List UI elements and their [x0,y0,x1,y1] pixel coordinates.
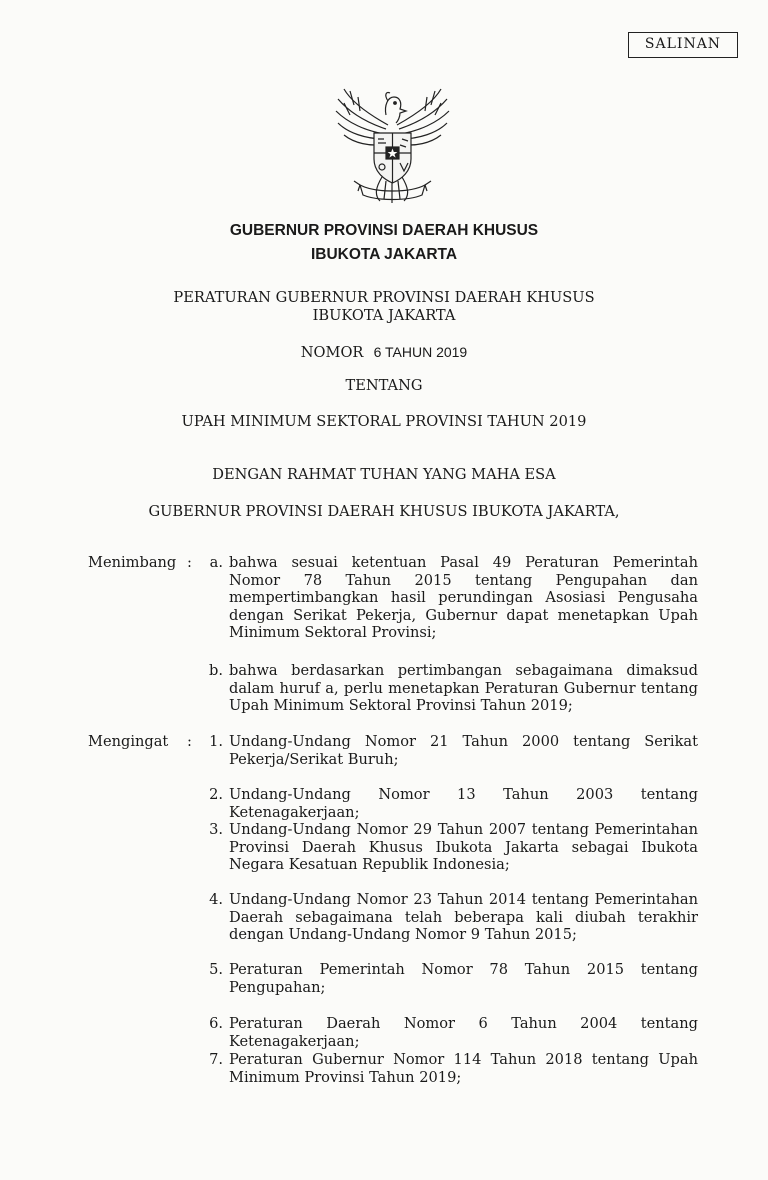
number-prefix: NOMOR [300,344,364,361]
item-key: b. [209,662,223,679]
item-text: Undang-Undang Nomor 13 Tahun 2003 tentang Ketenagakerjaan; [229,786,698,821]
item-text: Peraturan Gubernur Nomor 114 Tahun 2018 tentang Upah Minimum Provinsi Tahun 2019; [229,1051,698,1086]
item-text: bahwa sesuai ketentuan Pasal 49 Peraturan Pemerintah Nomor 78 Tahun 2015 tentang Pengupahan dan mempertimbangkan hasil perundingan Asosiasi Pengusaha dengan Serikat Pekerja, Gubernur dapat menetapkan Upah Minimum Sektoral Provinsi; [229,554,698,641]
item-key: 6. [209,1015,223,1032]
mengingat-label: Mengingat [88,733,169,750]
garuda-pancasila-emblem-icon [330,85,455,205]
item-key: a. [209,554,223,571]
item-text: Undang-Undang Nomor 21 Tahun 2000 tentang Serikat Pekerja/Serikat Buruh; [229,733,698,768]
blessing-line: DENGAN RAHMAT TUHAN YANG MAHA ESA [212,466,556,483]
mengingat-colon: : [187,733,192,750]
about-heading: TENTANG [345,377,423,394]
item-text: Peraturan Daerah Nomor 6 Tahun 2004 tentang Ketenagakerjaan; [229,1015,698,1050]
regulation-subject: UPAH MINIMUM SEKTORAL PROVINSI TAHUN 2019 [181,413,587,430]
office-title-line1: GUBERNUR PROVINSI DAERAH KHUSUS [229,222,539,239]
item-text: bahwa berdasarkan pertimbangan sebagaimana dimaksud dalam huruf a, perlu menetapkan Peraturan Gubernur tentang Upah Minimum Sektoral Provinsi Tahun 2019; [229,662,698,714]
regulation-number [0,342,768,361]
item-key: 4. [209,891,223,908]
item-key: 5. [209,961,223,978]
issuer-line: GUBERNUR PROVINSI DAERAH KHUSUS IBUKOTA JAKARTA, [148,503,620,520]
salinan-stamp: SALINAN [628,32,738,58]
office-title-line2: IBUKOTA JAKARTA [310,246,458,263]
regulation-title-line1: PERATURAN GUBERNUR PROVINSI DAERAH KHUSUS [173,289,595,306]
item-key: 1. [209,733,223,750]
item-text: Undang-Undang Nomor 23 Tahun 2014 tentang Pemerintahan Daerah sebagaimana telah beberapa kali diubah terakhir dengan Undang-Undang Nomor 9 Tahun 2015; [229,891,698,943]
number-value: 6 TAHUN 2019 [373,344,468,360]
item-text: Peraturan Pemerintah Nomor 78 Tahun 2015 tentang Pengupahan; [229,961,698,996]
item-key: 7. [209,1051,223,1068]
menimbang-label: Menimbang [88,554,177,571]
regulation-title-line2: IBUKOTA JAKARTA [312,307,456,324]
item-key: 2. [209,786,223,803]
menimbang-colon: : [187,554,192,571]
item-key: 3. [209,821,223,838]
item-text: Undang-Undang Nomor 29 Tahun 2007 tentang Pemerintahan Provinsi Daerah Khusus Ibukota Jakarta sebagai Ibukota Negara Kesatuan Republik Indonesia; [229,821,698,873]
